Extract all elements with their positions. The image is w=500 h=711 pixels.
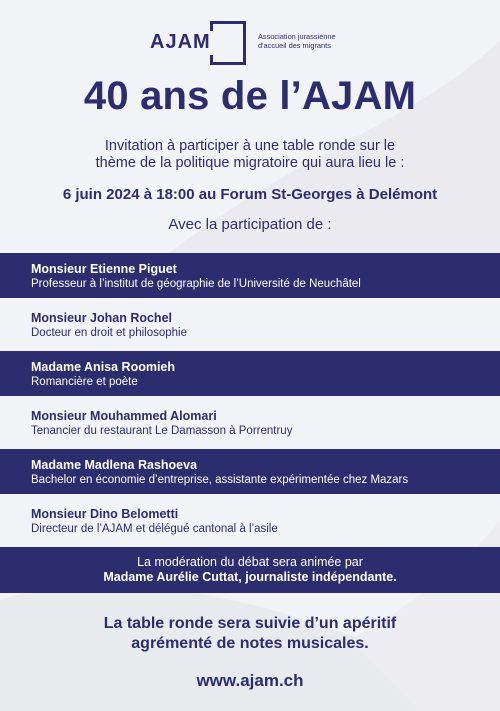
moderation-line1: La modération du débat sera animée par	[137, 555, 363, 569]
speaker-name: Monsieur Etienne Piguet	[31, 262, 177, 276]
speaker-row	[0, 351, 500, 396]
speaker-role: Romancière et poète	[31, 376, 138, 388]
logo-wordmark: AJAM	[150, 31, 211, 53]
speaker-name: Madame Madlena Rashoeva	[31, 458, 198, 472]
speaker-row	[0, 449, 500, 494]
moderation-line2: Madame Aurélie Cuttat, journaliste indépendante.	[103, 570, 397, 584]
logo-subtitle	[258, 32, 368, 50]
intro-line2: thème de la politique migratoire qui aura lieu le :	[95, 155, 405, 171]
intro-line1: Invitation à participer à une table ronde sur le	[104, 138, 396, 154]
website-link[interactable]: www.ajam.ch	[196, 671, 304, 690]
speaker-name: Monsieur Mouhammed Alomari	[31, 409, 217, 423]
logo-subtitle-line1: Association jurassienne	[258, 32, 336, 41]
closing-text	[40, 614, 460, 654]
logo-bracket-icon	[210, 21, 246, 65]
speaker-row	[0, 302, 500, 347]
speaker-row	[0, 253, 500, 298]
event-date: 6 juin 2024 à 18:00 au Forum St-Georges à Delémont	[62, 186, 438, 203]
speaker-row	[0, 498, 500, 543]
speaker-role: Docteur en droit et philosophie	[31, 327, 187, 339]
speaker-role: Tenancier du restaurant Le Damasson à Porrentruy	[31, 425, 293, 437]
intro-text	[40, 138, 460, 172]
speaker-role: Professeur à l’institut de géographie de l’Université de Neuchâtel	[31, 278, 361, 290]
participation-label: Avec la participation de :	[168, 216, 332, 233]
logo-subtitle-line2: d'accueil des migrants	[258, 41, 331, 50]
closing-line1: La table ronde sera suivie d’un apéritif	[103, 615, 397, 632]
speaker-row	[0, 400, 500, 445]
speaker-name: Madame Anisa Roomieh	[31, 360, 176, 374]
speaker-role: Bachelor en économie d’entreprise, assistante expérimentée chez Mazars	[31, 474, 409, 486]
page-title: 40 ans de l’AJAM	[83, 74, 417, 118]
speaker-name: Monsieur Dino Belometti	[31, 507, 179, 521]
speaker-role: Directeur de l’AJAM et délégué cantonal à l’asile	[31, 523, 278, 535]
speaker-name: Monsieur Johan Rochel	[31, 311, 172, 325]
moderation-banner	[0, 547, 500, 593]
closing-line2: agrémenté de notes musicales.	[131, 635, 369, 652]
